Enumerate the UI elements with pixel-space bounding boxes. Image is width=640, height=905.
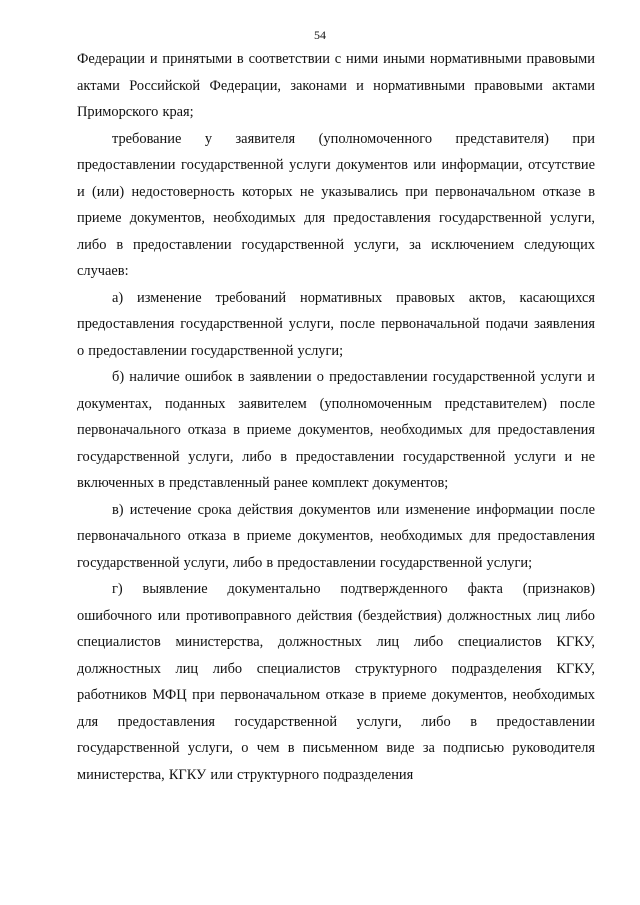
list-item-v: в) истечение срока действия документов или изменение информации после первоначального отказа в приеме документов, необходимых для предоставления государственной услуги, либо в предоставлении государственной услуги; (77, 501, 595, 571)
paragraph-requirement: требование у заявителя (уполномоченного представителя) при предоставлении государственной услуги документов или информации, отсутствие и (или) недостоверность которых не указывались при первоначальном отказе в приеме документов, необходимых для предоставления государственной услуги, либо в предоставлении государственной услуги, за исключением следующих случаев: (77, 130, 595, 279)
page-number: 54 (314, 28, 326, 42)
list-item-g: г) выявление документально подтвержденного факта (признаков) ошибочного или противоправного действия (бездействия) должностных лиц либо специалистов министерства, должностных лиц либо специалистов КГКУ, должностных лиц либо специалистов структурного подразделения КГКУ, работников МФЦ при первоначальном отказе в приеме документов, необходимых для предоставления государственной услуги, либо в предоставлении государственной услуги, о чем в письменном виде за подписью руководителя министерства, КГКУ или структурного подразделения (77, 581, 595, 783)
document-body (77, 46, 595, 788)
list-item-b: б) наличие ошибок в заявлении о предоставлении государственной услуги и документах, поданных заявителем (уполномоченным представителем) после первоначального отказа в приеме документов, необходимых для предоставления государственной услуги, либо в предоставлении государственной услуги и не включенных в представленный ранее комплект документов; (77, 369, 595, 491)
list-item-a: а) изменение требований нормативных правовых актов, касающихся предоставления государственной услуги, после первоначальной подачи заявления о предоставлении государственной услуги; (77, 289, 595, 359)
paragraph-continuation: Федерации и принятыми в соответствии с ними иными нормативными правовыми актами Российской Федерации, законами и нормативными правовыми актами Приморского края; (77, 51, 595, 120)
